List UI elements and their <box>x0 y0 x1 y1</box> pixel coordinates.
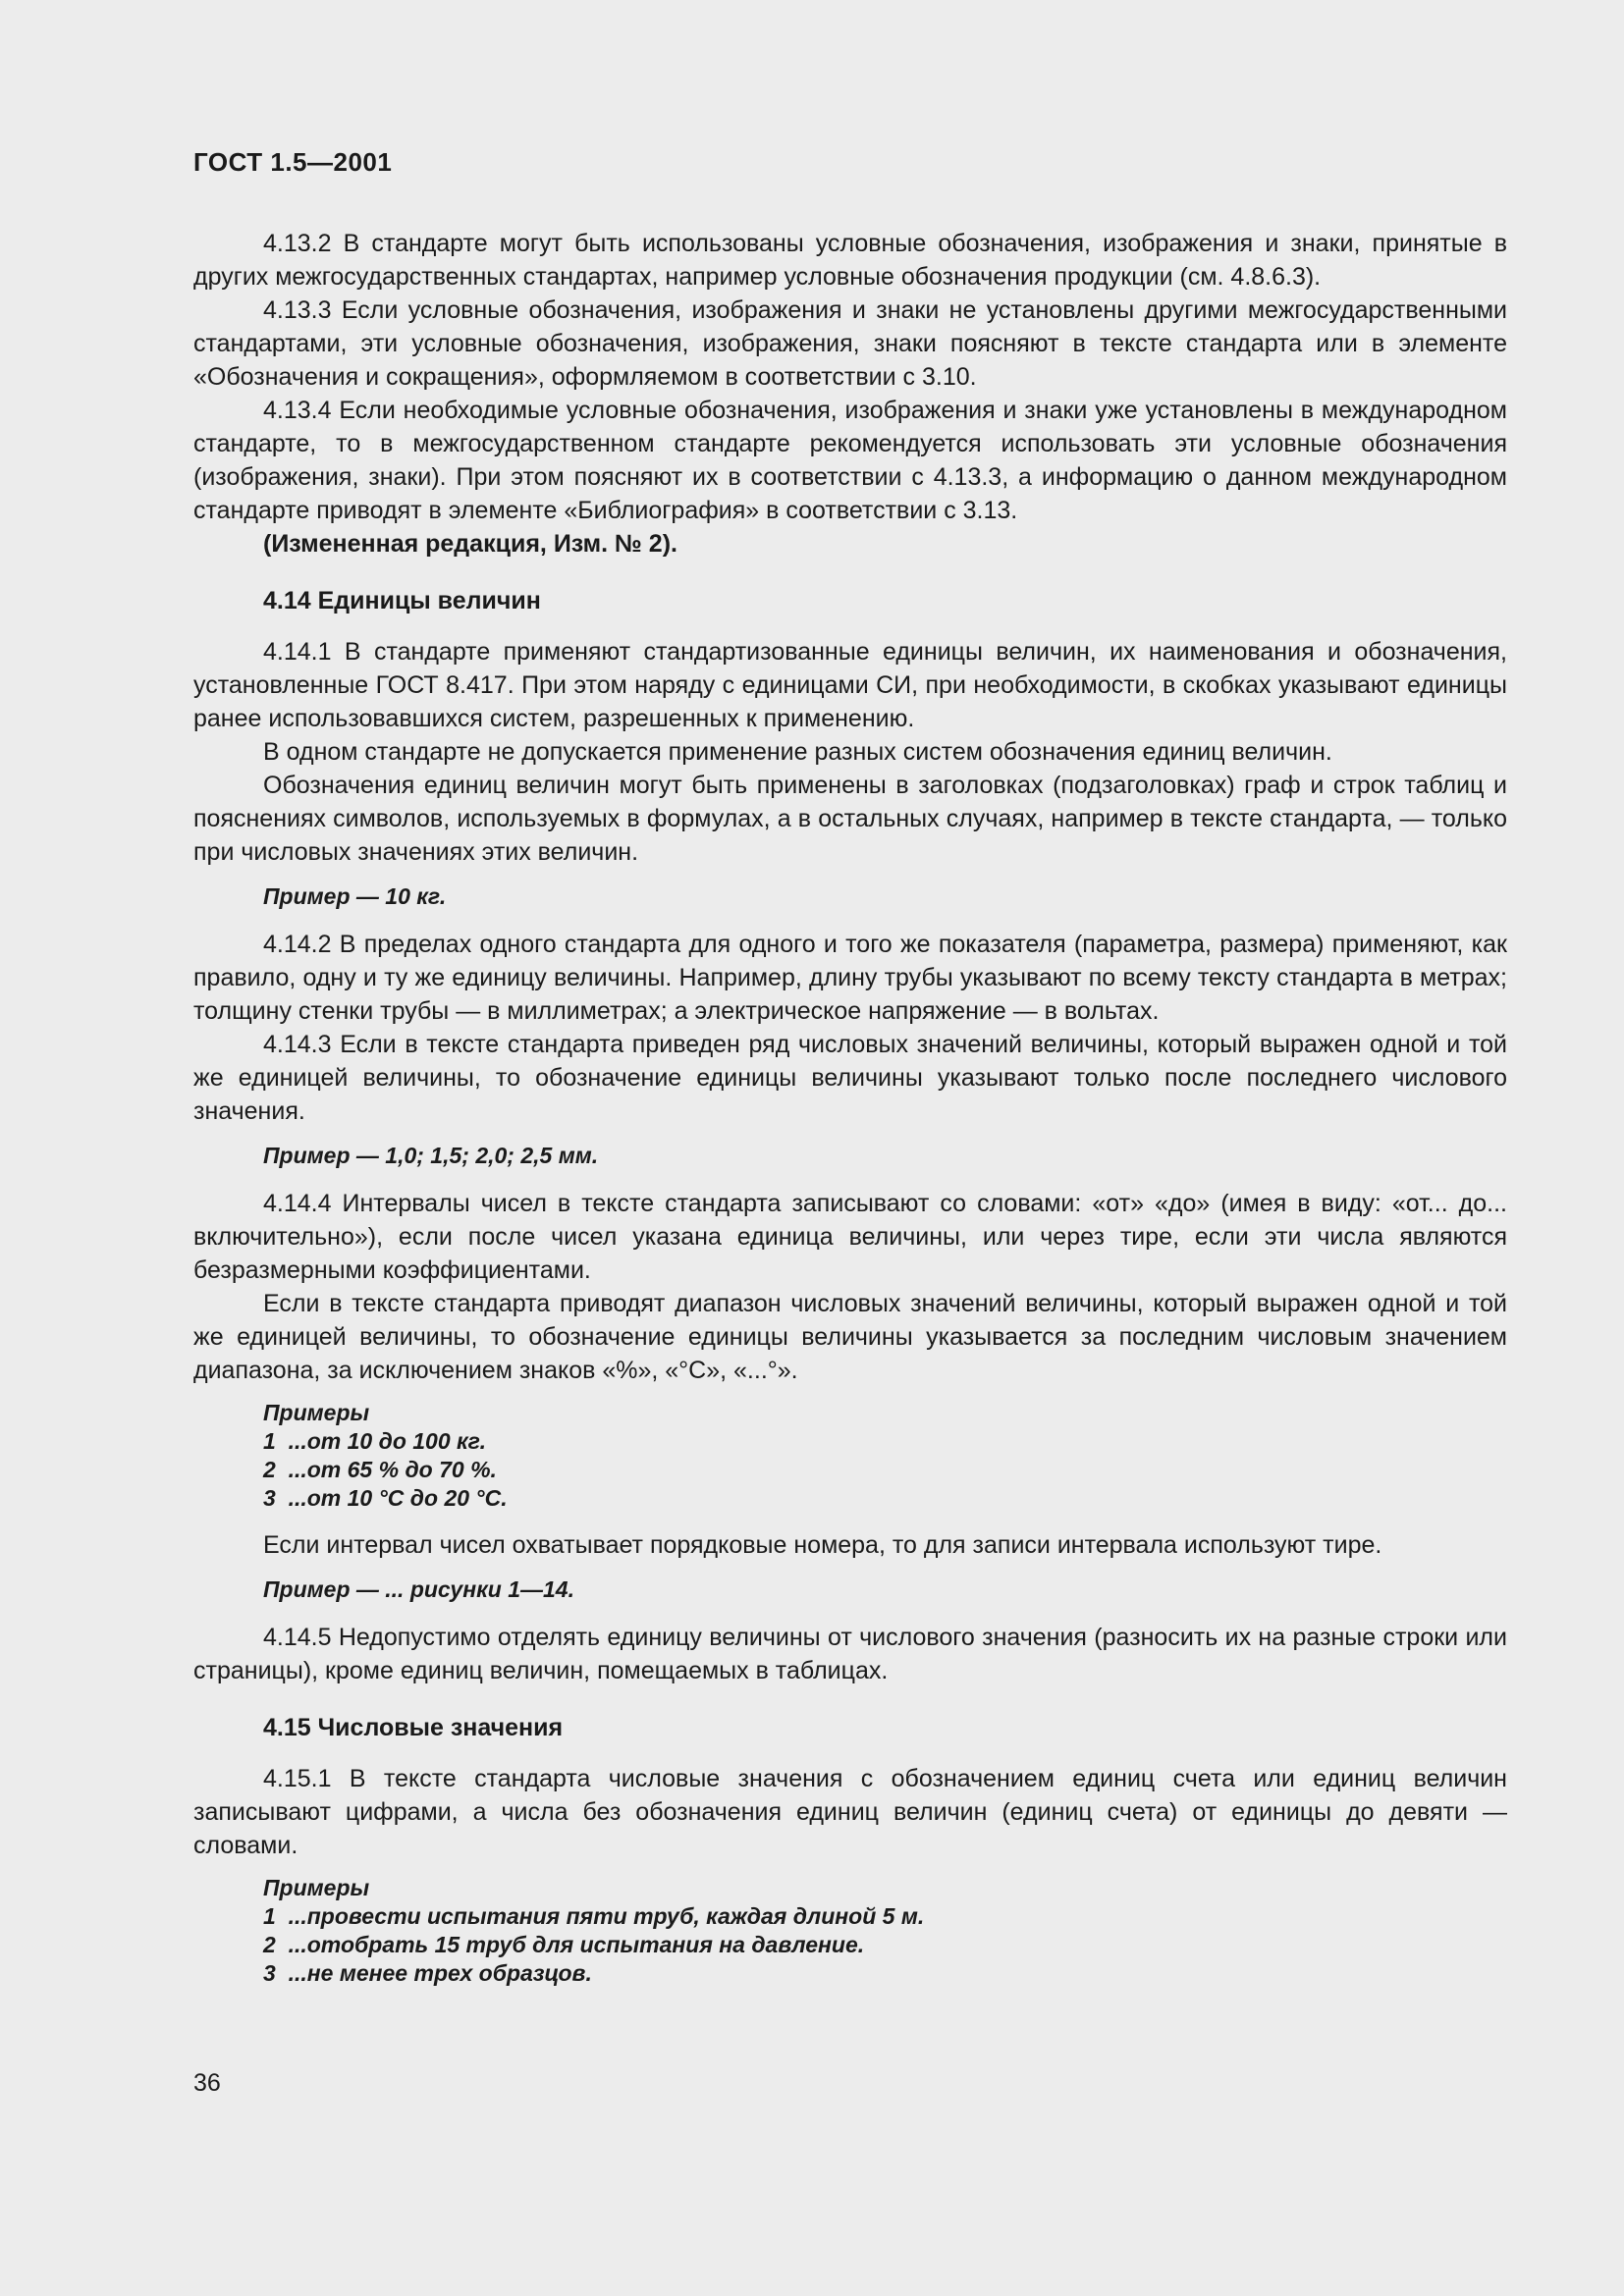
clause-4-14-4-c: Если интервал чисел охватывает порядковые номера, то для записи интервала используют тире. <box>263 1531 1382 1559</box>
clause-4-14-1-b: В одном стандарте не допускается применение разных систем обозначения единиц величин. <box>263 738 1332 766</box>
clause-4-14-2: 4.14.2 В пределах одного стандарта для одного и того же показателя (параметра, размера) применяют, как правило, одну и ту же единицу величины. Например, длину трубы указывают по всему тексту стандарта в метрах; толщину стенки трубы — в миллиметрах; а электрическое напряжение — в вольтах. <box>193 931 1507 1025</box>
clause-4-14-4: 4.14.4 Интервалы чисел в тексте стандарта записывают со словами: «от» «до» (имея в виду: «от... до... включительно»), если после чисел указана единица величины, или через тире, если эти числа являются безразмерными коэффициентами. <box>193 1190 1507 1284</box>
clause-4-14-1-c: Обозначения единиц величин могут быть применены в заголовках (подзаголовках) граф и строк таблиц и пояснениях символов, используемых в формулах, а в остальных случаях, например в тексте стандарта, — только при числовых значениях этих величин. <box>193 772 1507 866</box>
example-4-14-4-range: Пример — ... рисунки 1—14. <box>263 1576 574 1602</box>
page-number: 36 <box>193 2069 221 2097</box>
clause-4-14-5: 4.14.5 Недопустимо отделять единицу величины от числового значения (разносить их на разные строки или страницы), кроме единиц величин, помещаемых в таблицах. <box>193 1624 1507 1684</box>
section-title-4-15: 4.15 Числовые значения <box>263 1714 564 1741</box>
clause-4-13-3: 4.13.3 Если условные обозначения, изображения и знаки не установлены другими межгосударственными стандартами, эти условные обозначения, изображения, знаки поясняют в тексте стандарта или в элементе «Обозначения и сокращения», оформляемом в соответствии с 3.10. <box>193 296 1507 391</box>
clause-4-14-1: 4.14.1 В стандарте применяют стандартизованные единицы величин, их наименования и обозначения, установленные ГОСТ 8.417. При этом наряду с единицами СИ, при необходимости, в скобках указывают единицы ранее использовавшихся систем, разрешенных к применению. <box>193 638 1507 732</box>
amendment-note: (Измененная редакция, Изм. № 2). <box>263 530 677 558</box>
example-item: 2 ...отобрать 15 труб для испытания на давление. <box>263 1932 865 1957</box>
section-title-4-14: 4.14 Единицы величин <box>263 587 541 614</box>
examples-4-14-4 <box>263 1399 1507 1513</box>
document-page <box>193 147 1507 2003</box>
example-4-14-3: Пример — 1,0; 1,5; 2,0; 2,5 мм. <box>263 1143 599 1168</box>
clause-4-14-4-b: Если в тексте стандарта приводят диапазон числовых значений величины, который выражен одной и той же единицей величины, то обозначение единицы величины указывается за последним числовым значением диапазона, за исключением знаков «%», «°С», «...°». <box>193 1290 1507 1384</box>
clause-4-13-4: 4.13.4 Если необходимые условные обозначения, изображения и знаки уже установлены в международном стандарте, то в межгосударственном стандарте рекомендуется использовать эти условные обозначения (изображения, знаки). При этом поясняют их в соответствии с 4.13.3, а информацию о данном международном стандарте приводят в элементе «Библиография» в соответствии с 3.13. <box>193 397 1507 524</box>
examples-4-15-1 <box>263 1874 1507 1988</box>
example-item: 3 ...не менее трех образцов. <box>263 1960 592 1986</box>
clause-4-13-2: 4.13.2 В стандарте могут быть использованы условные обозначения, изображения и знаки, принятые в других межгосударственных стандартах, например условные обозначения продукции (см. 4.8.6.3). <box>193 230 1507 291</box>
clause-4-15-1: 4.15.1 В тексте стандарта числовые значения с обозначением единиц счета или единиц величин записывают цифрами, а числа без обозначения единиц величин (единиц счета) от единицы до девяти — словами. <box>193 1765 1507 1859</box>
examples-title: Примеры <box>263 1875 370 1900</box>
document-header: ГОСТ 1.5—2001 <box>193 147 393 177</box>
example-item: 2 ...от 65 % до 70 %. <box>263 1457 497 1482</box>
clause-4-14-3: 4.14.3 Если в тексте стандарта приведен ряд числовых значений величины, который выражен одной и той же единицей величины, то обозначение единицы величины указывают только после последнего числового значения. <box>193 1031 1507 1125</box>
example-item: 1 ...от 10 до 100 кг. <box>263 1428 487 1454</box>
example-item: 1 ...провести испытания пяти труб, каждая длиной 5 м. <box>263 1903 925 1929</box>
examples-title: Примеры <box>263 1400 370 1425</box>
example-item: 3 ...от 10 °С до 20 °С. <box>263 1485 508 1511</box>
example-4-14-1: Пример — 10 кг. <box>263 883 447 909</box>
